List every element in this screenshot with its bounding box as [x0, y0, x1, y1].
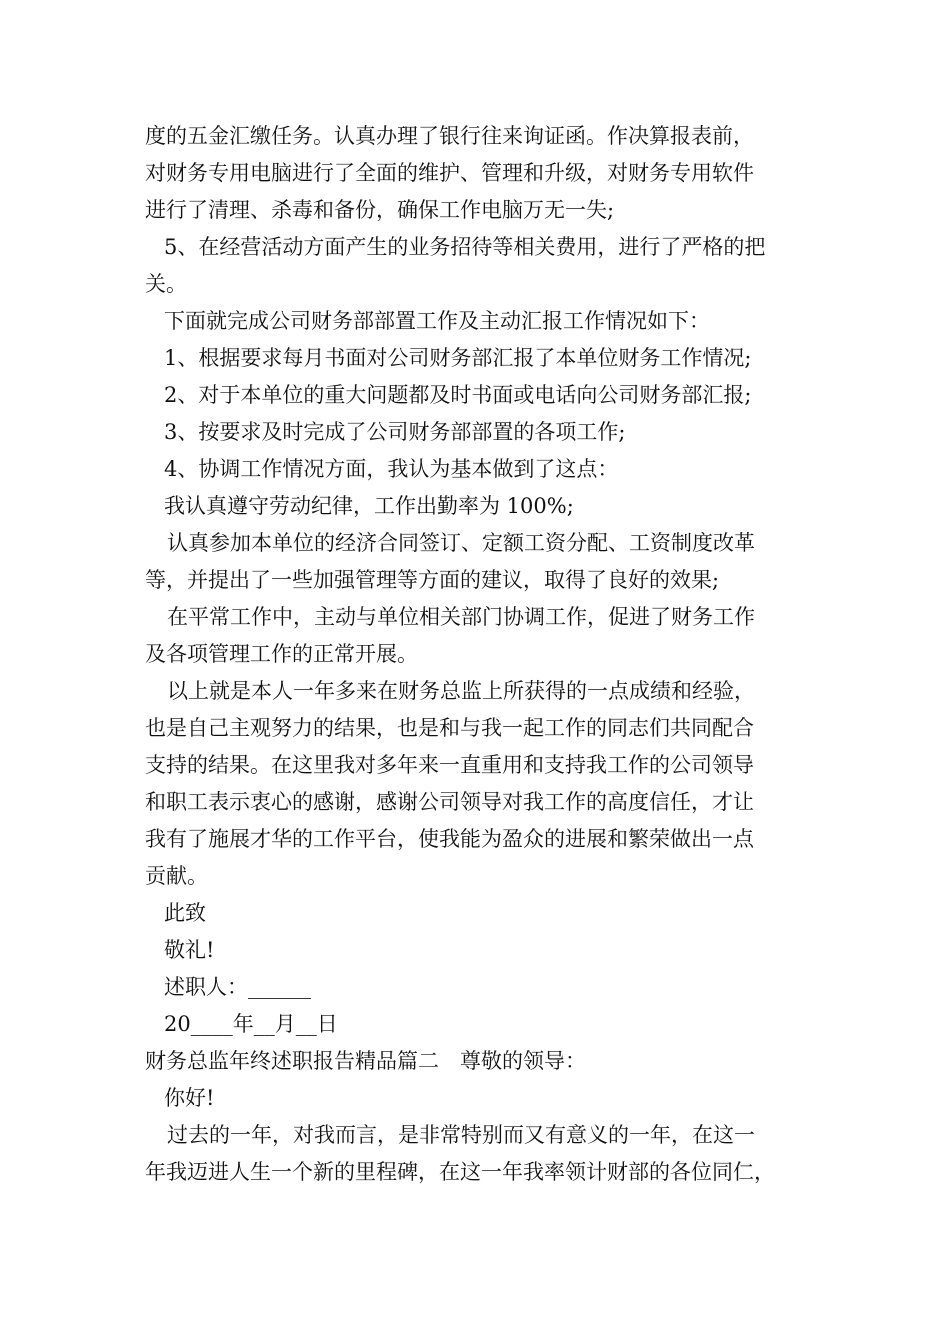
- text-line: 财务总监年终述职报告精品篇二 尊敬的领导：: [145, 1049, 586, 1073]
- text-line: 4、协调工作情况方面，我认为基本做到了这点：: [164, 457, 619, 481]
- text-line: 我有了施展才华的工作平台，使我能为盈众的进展和繁荣做出一点: [145, 827, 754, 851]
- text-line: 2、对于本单位的重大问题都及时书面或电话向公司财务部汇报;: [164, 383, 752, 407]
- text-line: 敬礼!: [164, 938, 215, 962]
- text-line: 述职人：______: [164, 975, 311, 999]
- text-line: 5、在经营活动方面产生的业务招待等相关费用，进行了严格的把: [164, 235, 766, 259]
- text-line: 及各项管理工作的正常开展。: [145, 642, 418, 666]
- text-line: 和职工表示衷心的感谢，感谢公司领导对我工作的高度信任，才让: [145, 790, 754, 814]
- text-line: 等，并提出了一些加强管理等方面的建议，取得了良好的效果;: [145, 568, 720, 592]
- text-line: 此致: [164, 901, 206, 925]
- text-line: 认真参加本单位的经济合同签订、定额工资分配、工资制度改革: [167, 531, 755, 555]
- text-line: 贡献。: [145, 864, 208, 888]
- text-line: 我认真遵守劳动纪律，工作出勤率为 100%;: [164, 494, 574, 518]
- text-line: 也是自己主观努力的结果，也是和与我一起工作的同志们共同配合: [145, 716, 754, 740]
- text-line: 关。: [145, 272, 187, 296]
- text-line: 1、根据要求每月书面对公司财务部汇报了本单位财务工作情况;: [164, 346, 752, 370]
- text-line: 对财务专用电脑进行了全面的维护、管理和升级，对财务专用软件: [145, 161, 754, 185]
- text-line: 支持的结果。在这里我对多年来一直重用和支持我工作的公司领导: [145, 753, 754, 777]
- text-line: 年我迈进人生一个新的里程碑，在这一年我率领计财部的各位同仁，: [145, 1160, 775, 1184]
- document-body: [145, 118, 815, 1191]
- text-line: 下面就完成公司财务部部置工作及主动汇报工作情况如下：: [164, 309, 710, 333]
- text-line: 在平常工作中，主动与单位相关部门协调工作，促进了财务工作: [167, 605, 755, 629]
- text-line: 3、按要求及时完成了公司财务部部置的各项工作;: [164, 420, 626, 444]
- text-line: 20____年__月__日: [164, 1012, 338, 1036]
- text-line: 进行了清理、杀毒和备份，确保工作电脑万无一失;: [145, 198, 615, 222]
- text-line: 你好!: [164, 1086, 215, 1110]
- text-line: 过去的一年，对我而言，是非常特别而又有意义的一年，在这一: [167, 1123, 755, 1147]
- text-line: 以上就是本人一年多来在财务总监上所获得的一点成绩和经验，: [167, 679, 755, 703]
- text-line: 度的五金汇缴任务。认真办理了银行往来询证函。作决算报表前，: [145, 124, 754, 148]
